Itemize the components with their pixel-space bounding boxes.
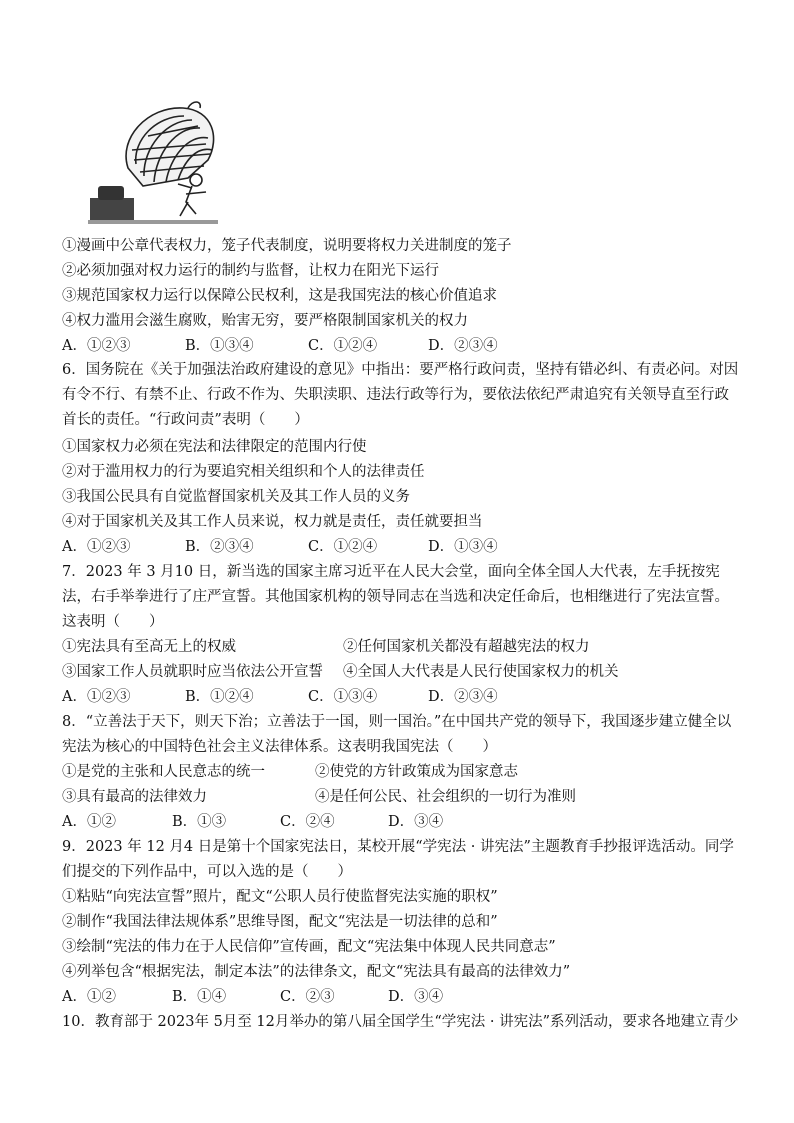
q9-statement-4: ④列举包含“根据宪法，制定本法”的法律条文，配文“宪法具有最高的法律效力” (62, 964, 571, 980)
q5-statement-3: ③规范国家权力运行以保障公民权利，这是我国宪法的核心价值追求 (62, 288, 497, 304)
q9-question: 9．2023 年 12 月4 日是第十个国家宪法日，某校开展“学宪法 · 讲宪法”主题教育手抄报评选活动。同学们提交的下列作品中，可以入选的是（ ） (62, 839, 734, 880)
q9-statement-3: ③绘制“宪法的伟力在于人民信仰”宣传画，配文“宪法集中体现人民共同意志” (62, 939, 556, 955)
q8-question: 8．“立善法于天下，则天下治；立善法于一国，则一国治。”在中国共产党的领导下，我国逐步建立健全以宪法为核心的中国特色社会主义法律体系。这表明我国宪法（ ） (62, 714, 732, 755)
q6-statement-1: ①国家权力必须在宪法和法律限定的范围内行使 (62, 439, 367, 455)
q8-answer-c: C．②④ (280, 814, 335, 830)
q8-statement-4: ④是任何公民、社会组织的一切行为准则 (315, 789, 576, 805)
q6-statement-4: ④对于国家机关及其工作人员来说，权力就是责任，责任就要担当 (62, 514, 483, 530)
q7-answer-d: D．②③④ (428, 689, 498, 705)
q7-statement-1: ①宪法具有至高无上的权威 (62, 639, 236, 655)
q9-answer-d: D．③④ (388, 989, 444, 1005)
q5-answer-c: C．①②④ (308, 338, 378, 354)
q6-answer-a: A．①②③ (62, 539, 131, 555)
cartoon-illustration (88, 98, 228, 226)
q7-answer-a: A．①②③ (62, 689, 131, 705)
q8-answer-a: A．①② (62, 814, 116, 830)
q6-question: 6．国务院在《关于加强法治政府建设的意见》中指出：要严格行政问责，坚持有错必纠、有责必问。对因有令不行、有禁不止、行政不作为、失职渎职、违法行政等行为，要依法依纪严肃追究有关领导直至行政首长的责任。“行政问责”表明（ ） (62, 362, 739, 428)
q6-answer-b: B．②③④ (185, 539, 254, 555)
q10-question: 10．教育部于 2023年 5月至 12月举办的第八届全国学生“学宪法 · 讲宪法”系列活动，要求各地建立青少 (62, 1014, 739, 1030)
q9-answer-a: A．①② (62, 989, 116, 1005)
q9-answer-b: B．①④ (172, 989, 227, 1005)
q9-answer-c: C．②③ (280, 989, 335, 1005)
q6-statement-3: ③我国公民具有自觉监督国家机关及其工作人员的义务 (62, 489, 410, 505)
q7-question: 7．2023 年 3 月10 日，新当选的国家主席习近平在人民大会堂，面向全体全国人大代表，左手抚按宪法，右手举拳进行了庄严宣誓。其他国家机构的领导同志在当选和决定任命后，也相继进行了宪法宣誓。这表明（ ） (62, 564, 729, 630)
q8-answer-b: B．①③ (172, 814, 227, 830)
q8-statement-1: ①是党的主张和人民意志的统一 (62, 764, 265, 780)
q6-statement-2: ②对于滥用权力的行为要追究相关组织和个人的法律责任 (62, 464, 425, 480)
q7-answer-c: C．①③④ (308, 689, 378, 705)
q5-statement-2: ②必须加强对权力运行的制约与监督，让权力在阳光下运行 (62, 263, 439, 279)
q9-statement-2: ②制作“我国法律法规体系”思维导图，配文“宪法是一切法律的总和” (62, 914, 498, 930)
q5-answer-d: D．②③④ (428, 338, 498, 354)
q7-statement-4: ④全国人大代表是人民行使国家权力的机关 (343, 664, 619, 680)
q8-statement-2: ②使党的方针政策成为国家意志 (315, 764, 518, 780)
q5-answer-b: B．①③④ (185, 338, 254, 354)
q7-statement-2: ②任何国家机关都没有超越宪法的权力 (343, 639, 590, 655)
q7-statement-3: ③国家工作人员就职时应当依法公开宣誓 (62, 664, 323, 680)
q5-statement-4: ④权力滥用会滋生腐败，贻害无穷，要严格限制国家机关的权力 (62, 313, 468, 329)
q8-answer-d: D．③④ (388, 814, 444, 830)
q8-statement-3: ③具有最高的法律效力 (62, 789, 207, 805)
q5-answer-a: A．①②③ (62, 338, 131, 354)
q7-answer-b: B．①②④ (185, 689, 254, 705)
q9-statement-1: ①粘贴“向宪法宣誓”照片，配文“公职人员行使监督宪法实施的职权” (62, 889, 498, 905)
q6-answer-d: D．①③④ (428, 539, 498, 555)
q6-answer-c: C．①②④ (308, 539, 378, 555)
q5-statement-1: ①漫画中公章代表权力，笼子代表制度，说明要将权力关进制度的笼子 (62, 238, 512, 254)
